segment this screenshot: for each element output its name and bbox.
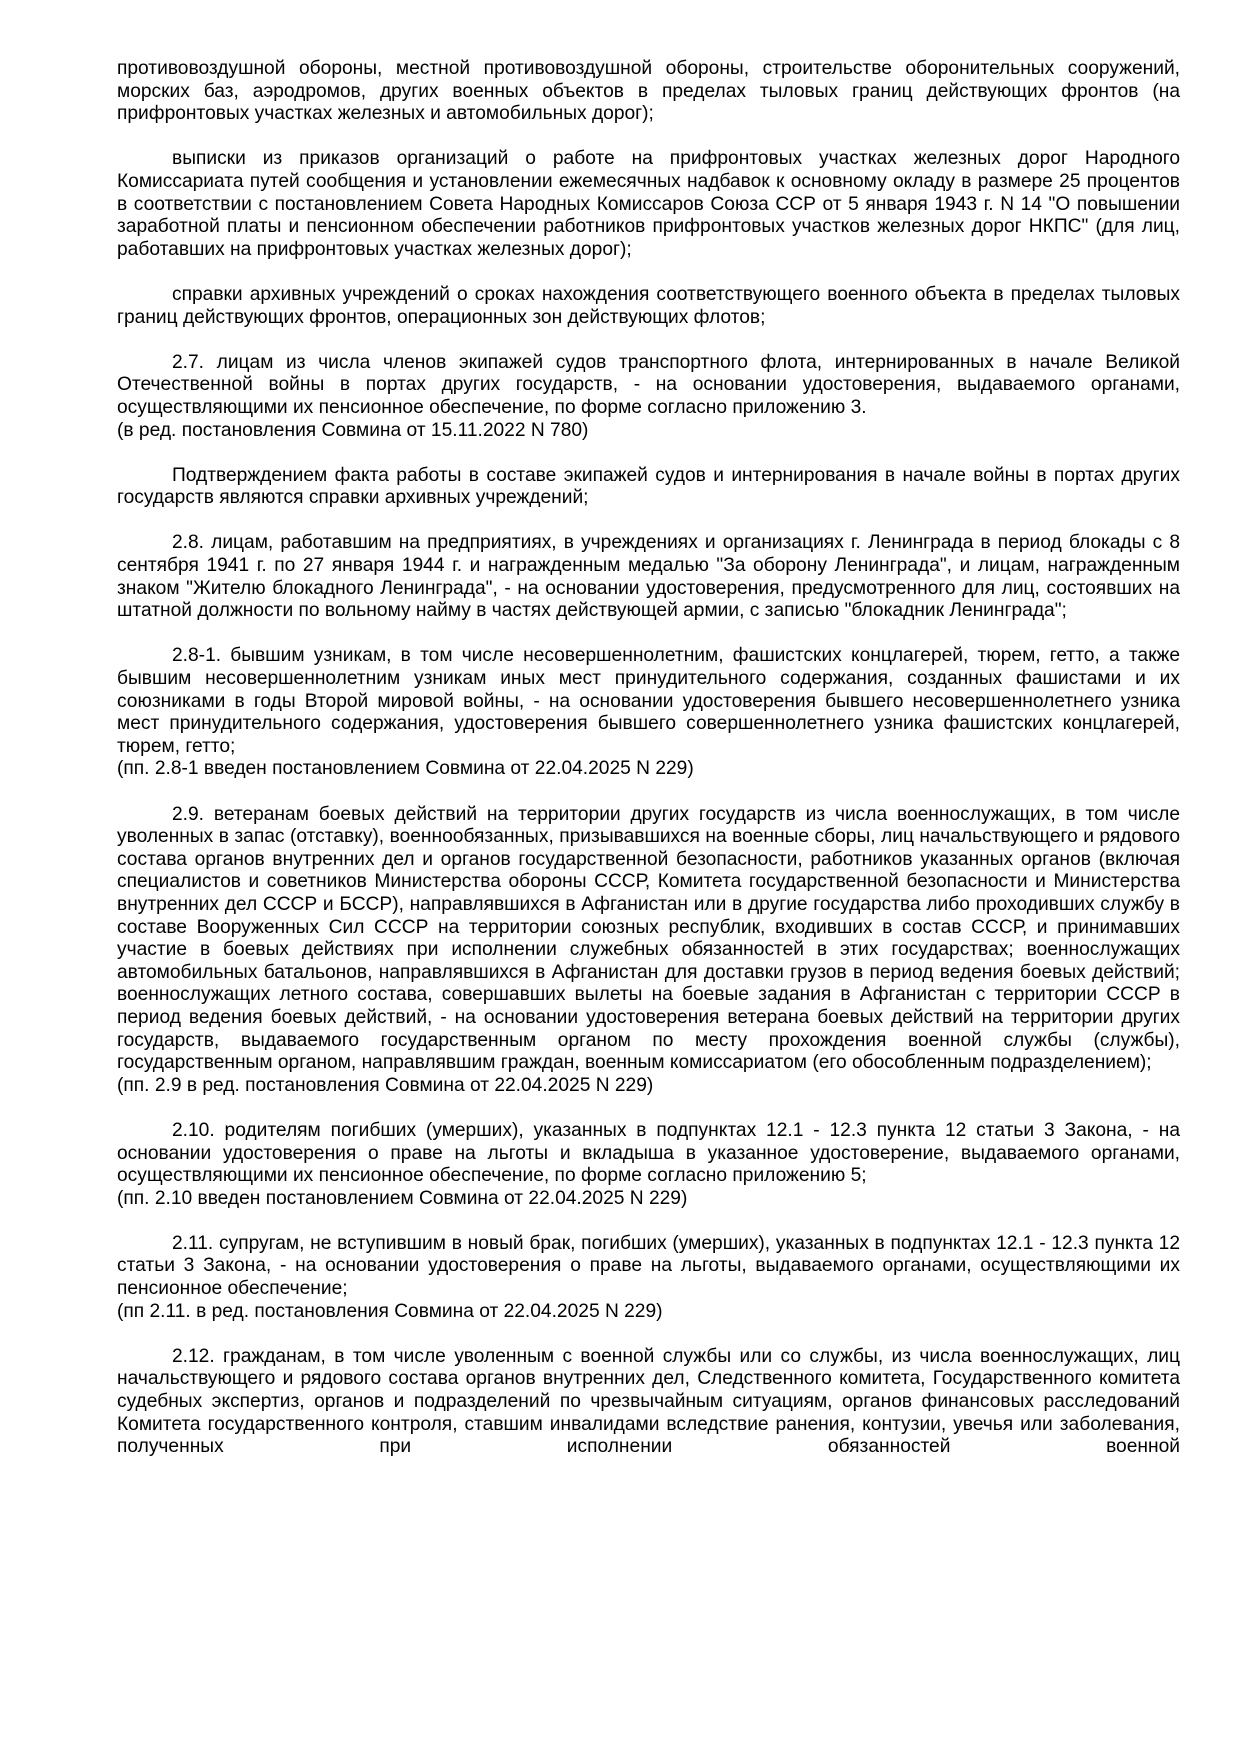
paragraph-2-11 — [117, 1233, 1180, 1323]
paragraph-text: 2.8-1. бывшим узникам, в том числе несовершеннолетним, фашистских концлагерей, тюрем, гетто, а также бывшим несовершеннолетним узникам иных мест принудительного содержания, созданных фашистами и их союзниками в годы Второй мировой войны, - на основании удостоверения бывшего несовершеннолетнего узника мест принудительного содержания, удостоверения бывшего совершеннолетнего узника фашистских концлагерей, тюрем, гетто; — [117, 645, 1180, 757]
amendment-note: (пп 2.11. в ред. постановления Совмина от 22.04.2025 N 229) — [117, 1300, 663, 1322]
paragraph-2-7 — [117, 352, 1180, 442]
paragraph-continuation — [117, 58, 1180, 126]
paragraph-text: 2.9. ветеранам боевых действий на территории других государств из числа военнослужащих, в том числе уволенных в запас (отставку), военнообязанных, призывавшихся на военные сборы, лиц начальствующего и рядового состава органов внутренних дел и органов государственной безопасности, работников указанных органов (включая специалистов и советников Министерства обороны СССР, Комитета государственной безопасности и Министерства внутренних дел СССР и БССР), направлявшихся в Афганистан или в другие государства либо проходивших службу в составе Вооруженных Сил СССР на территории союзных республик, входивших в состав СССР, и принимавших участие в боевых действиях при исполнении служебных обязанностей в этих государствах; военнослужащих автомобильных батальонов, направлявшихся в Афганистан для доставки грузов в период ведения боевых действий; военнослужащих летного состава, совершавших вылеты на боевые задания в Афганистан с территории СССР в период ведения боевых действий, - на основании удостоверения ветерана боевых действий на территории других государств, выдаваемого государственным органом по месту прохождения военной службы (службы), государственным органом, направлявшим граждан, военным комиссариатом (его обособленным подразделением); — [117, 803, 1180, 1074]
paragraph-text: 2.11. супругам, не вступившим в новый брак, погибших (умерших), указанных в подпунктах 12.1 - 12.3 пункта 12 статьи 3 Закона, - на основании удостоверения о праве на льготы, выдаваемого органами, осуществляющими их пенсионное обеспечение; — [117, 1232, 1180, 1300]
paragraph-extracts — [117, 148, 1180, 261]
paragraph-text: справки архивных учреждений о сроках нахождения соответствующего военного объекта в пределах тыловых границ действующих фронтов, операционных зон действующих флотов; — [117, 283, 1180, 328]
amendment-note: (пп. 2.9 в ред. постановления Совмина от 22.04.2025 N 229) — [117, 1074, 654, 1096]
paragraph-2-10 — [117, 1120, 1180, 1210]
paragraph-text: 2.7. лицам из числа членов экипажей судов транспортного флота, интернированных в начале Великой Отечественной войны в портах других государств, - на основании удостоверения, выдаваемого органами, осуществляющими их пенсионное обеспечение, по форме согласно приложению 3. — [117, 351, 1180, 418]
amendment-note: (в ред. постановления Совмина от 15.11.2022 N 780) — [117, 419, 589, 441]
paragraph-text: выписки из приказов организаций о работе на прифронтовых участках железных дорог Народного Комиссариата путей сообщения и установлении ежемесячных надбавок к основному окладу в размере 25 процентов в соответствии с постановлением Совета Народных Комиссаров Союза ССР от 5 января 1943 г. N 14 "О повышении заработной платы и пенсионном обеспечении работников прифронтовых участков железных дорог НКПС" (для лиц, работавших на прифронтовых участках железных дорог); — [117, 148, 1180, 260]
paragraph-archive-references — [117, 284, 1180, 329]
amendment-note: (пп. 2.10 введен постановлением Совмина от 22.04.2025 N 229) — [117, 1187, 688, 1209]
paragraph-2-12 — [117, 1346, 1180, 1459]
document-page — [117, 58, 1180, 1481]
paragraph-2-8-1 — [117, 645, 1180, 781]
paragraph-2-8 — [117, 532, 1180, 622]
paragraph-text: Подтверждением факта работы в составе экипажей судов и интернирования в начале войны в портах других государств являются справки архивных учреждений; — [117, 464, 1180, 509]
paragraph-text: 2.10. родителям погибших (умерших), указанных в подпунктах 12.1 - 12.3 пункта 12 статьи 3 Закона, - на основании удостоверения о праве на льготы и вкладыша в указанное удостоверение, выдаваемого органами, осуществляющими их пенсионное обеспечение, по форме согласно приложению 5; — [117, 1119, 1180, 1187]
paragraph-text: противовоздушной обороны, местной противовоздушной обороны, строительстве оборонительных сооружений, морских баз, аэродромов, других военных объектов в пределах тыловых границ действующих фронтов (на прифронтовых участках железных и автомобильных дорог); — [117, 58, 1180, 125]
paragraph-text: 2.12. гражданам, в том числе уволенным с военной службы или со службы, из числа военнослужащих, лиц начальствующего и рядового состава органов внутренних дел, Следственного комитета, Государственного комитета судебных экспертиз, органов и подразделений по чрезвычайным ситуациям, органов финансовых расследований Комитета государственного контроля, ставшим инвалидами вследствие ранения, контузии, увечья или заболевания, полученных при исполнении обязанностей военной — [117, 1345, 1180, 1458]
paragraph-text: 2.8. лицам, работавшим на предприятиях, в учреждениях и организациях г. Ленинграда в период блокады с 8 сентября 1941 г. по 27 января 1944 г. и награжденным медалью "За оборону Ленинграда", и лицам, награжденным знаком "Жителю блокадного Ленинграда", - на основании удостоверения, предусмотренного для лиц, состоявших на штатной должности по вольному найму в частях действующей армии, с записью "блокадник Ленинграда"; — [117, 532, 1180, 622]
amendment-note: (пп. 2.8-1 введен постановлением Совмина от 22.04.2025 N 229) — [117, 758, 694, 780]
paragraph-2-9 — [117, 804, 1180, 1098]
paragraph-2-7-confirmation — [117, 465, 1180, 510]
